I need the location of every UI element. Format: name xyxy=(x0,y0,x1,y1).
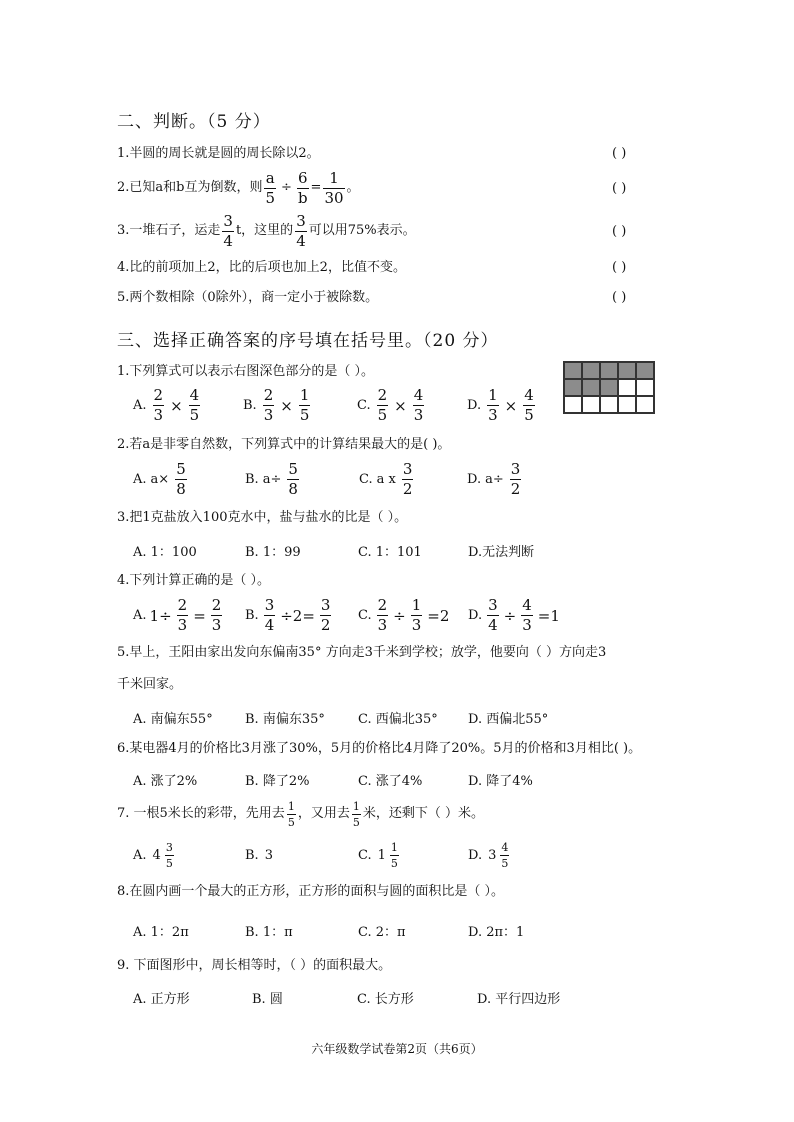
choice-question-8: 8.在圆内画一个最大的正方形，正方形的面积与圆的面积比是（ ）。 xyxy=(117,884,505,899)
grid-cell-shaded xyxy=(582,362,600,379)
q4-option-a[interactable]: A. 1÷ $\frac{2}{3}$ = $\frac{2}{3}$ xyxy=(133,596,222,634)
q7-option-a[interactable]: A. 4 $\frac{3}{5}$ xyxy=(133,840,173,870)
grid-cell-shaded xyxy=(600,362,618,379)
q3-option-d[interactable]: D.无法判断 xyxy=(468,545,535,560)
answer-paren[interactable]: ( ) xyxy=(612,260,627,275)
q8-option-b[interactable]: B. 1：π xyxy=(245,925,293,940)
grid-cell-shaded xyxy=(618,362,636,379)
q9-option-b[interactable]: B. 圆 xyxy=(252,992,283,1007)
choice-question-1: 1.下列算式可以表示右图深色部分的是（ ）。 xyxy=(117,364,375,379)
q6-option-b[interactable]: B. 降了2% xyxy=(245,774,310,789)
q2-option-c[interactable]: C. a x $\frac{3}{2}$ xyxy=(359,460,413,498)
q9-option-c[interactable]: C. 长方形 xyxy=(357,992,414,1007)
grid-cell-shaded xyxy=(564,379,582,396)
grid-cell-shaded xyxy=(564,362,582,379)
choice-question-5-cont: 千米回家。 xyxy=(117,677,183,692)
choice-question-2: 2.若a是非零自然数，下列算式中的计算结果最大的是( )。 xyxy=(117,437,451,452)
q4-option-d[interactable]: D. $\frac{3}{4}$ ÷ $\frac{4}{3}$ =1 xyxy=(468,596,560,634)
q7-option-d[interactable]: D. 3 $\frac{4}{5}$ xyxy=(468,840,509,870)
q2-option-b[interactable]: B. a÷ $\frac{5}{8}$ xyxy=(245,460,298,498)
answer-paren[interactable]: ( ) xyxy=(612,224,627,239)
q8-option-c[interactable]: C. 2：π xyxy=(358,925,406,940)
section-2-title: 二、判断。（5 分） xyxy=(117,112,271,132)
q1-option-c[interactable]: C. $\frac{2}{5}$ × $\frac{4}{3}$ xyxy=(357,386,424,424)
judge-item-4: 4.比的前项加上2，比的后项也加上2，比值不变。 xyxy=(117,260,406,275)
grid-cell-shaded xyxy=(582,379,600,396)
answer-paren[interactable]: ( ) xyxy=(612,181,627,196)
q1-option-b[interactable]: B. $\frac{2}{3}$ × $\frac{1}{5}$ xyxy=(243,386,310,424)
q6-option-c[interactable]: C. 涨了4% xyxy=(358,774,423,789)
grid-cell-empty xyxy=(582,396,600,413)
q3-option-a[interactable]: A. 1：100 xyxy=(133,545,197,560)
page-footer: 六年级数学试卷第2页（共6页） xyxy=(311,1042,483,1056)
q2-option-d[interactable]: D. a÷ $\frac{3}{2}$ xyxy=(467,460,521,498)
choice-question-7: 7. 一根5米长的彩带，先用去 $\frac{1}{5}$ ，又用去 $\frac{1}{5}$ 米，还剩下（ ）米。 xyxy=(117,799,484,829)
choice-question-6: 6.某电器4月的价格比3月涨了30%，5月的价格比4月降了20%。5月的价格和3月相比( )。 xyxy=(117,741,642,756)
q3-option-b[interactable]: B. 1：99 xyxy=(245,545,301,560)
grid-cell-empty xyxy=(636,379,654,396)
q3-option-c[interactable]: C. 1：101 xyxy=(358,545,422,560)
q7-option-c[interactable]: C. 1 $\frac{1}{5}$ xyxy=(358,840,398,870)
grid-cell-empty xyxy=(618,396,636,413)
q7-option-b[interactable]: B. 3 xyxy=(245,847,273,863)
shaded-grid-figure xyxy=(563,361,655,414)
q5-option-b[interactable]: B. 南偏东35° xyxy=(245,712,325,727)
q6-option-a[interactable]: A. 涨了2% xyxy=(133,774,198,789)
grid-cell-empty xyxy=(636,396,654,413)
choice-question-9: 9. 下面图形中，周长相等时，（ ）的面积最大。 xyxy=(117,958,392,973)
choice-question-3: 3.把1克盐放入100克水中，盐与盐水的比是（ ）。 xyxy=(117,510,408,525)
q2-option-a[interactable]: A. a× $\frac{5}{8}$ xyxy=(133,460,186,498)
judge-item-3: 3.一堆石子，运走 $\frac{3}{4}$ t，这里的 $\frac{3}{4}$ 可以用75%表示。 xyxy=(117,211,416,250)
judge-item-1: 1.半圆的周长就是圆的周长除以2。 xyxy=(117,146,320,161)
q5-option-c[interactable]: C. 西偏北35° xyxy=(358,712,438,727)
choice-question-5: 5.早上，王阳由家出发向东偏南35° 方向走3千米到学校；放学，他要向（ ）方向走3 xyxy=(117,645,607,660)
answer-paren[interactable]: ( ) xyxy=(612,146,627,161)
answer-paren[interactable]: ( ) xyxy=(612,290,627,305)
grid-cell-shaded xyxy=(636,362,654,379)
q8-option-a[interactable]: A. 1：2π xyxy=(133,925,189,940)
q9-option-a[interactable]: A. 正方形 xyxy=(133,992,190,1007)
q4-option-c[interactable]: C. $\frac{2}{3}$ ÷ $\frac{1}{3}$ =2 xyxy=(358,596,450,634)
q9-option-d[interactable]: D. 平行四边形 xyxy=(477,992,561,1007)
section-3-title: 三、选择正确答案的序号填在括号里。（20 分） xyxy=(117,331,499,351)
q5-option-a[interactable]: A. 南偏东55° xyxy=(133,712,213,727)
q6-option-d[interactable]: D. 降了4% xyxy=(468,774,533,789)
q1-option-a[interactable]: A. $\frac{2}{3}$ × $\frac{4}{5}$ xyxy=(133,386,200,424)
grid-cell-empty xyxy=(618,379,636,396)
q5-option-d[interactable]: D. 西偏北55° xyxy=(468,712,549,727)
grid-cell-shaded xyxy=(600,379,618,396)
q4-option-b[interactable]: B. $\frac{3}{4}$ ÷2= $\frac{3}{2}$ xyxy=(245,596,331,634)
judge-item-2: 2.已知a和b互为倒数，则 $\frac{a}{5}$ ÷ $\frac{6}{b}$ = $\frac{1}{30}$ 。 xyxy=(117,168,360,207)
grid-cell-empty xyxy=(564,396,582,413)
q1-option-d[interactable]: D. $\frac{1}{3}$ × $\frac{4}{5}$ xyxy=(467,386,534,424)
choice-question-4: 4.下列计算正确的是（ ）。 xyxy=(117,573,271,588)
judge-item-5: 5.两个数相除（0除外），商一定小于被除数。 xyxy=(117,290,379,305)
q8-option-d[interactable]: D. 2π：1 xyxy=(468,925,525,940)
grid-cell-empty xyxy=(600,396,618,413)
